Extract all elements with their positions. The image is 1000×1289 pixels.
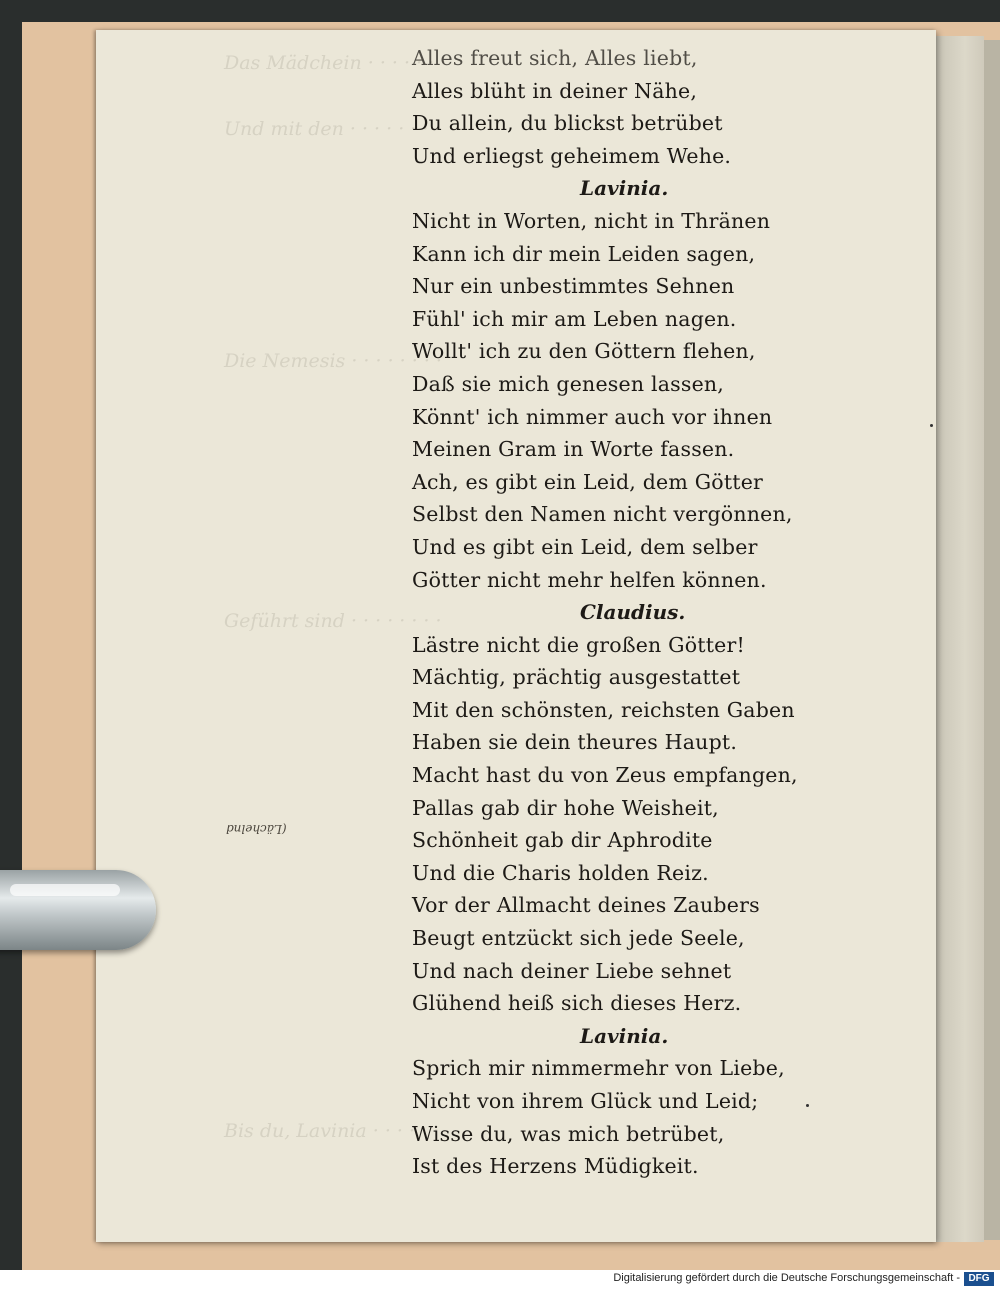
verse-line: Nicht von ihrem Glück und Leid; — [412, 1089, 759, 1113]
verse-line: Wollt' ich zu den Göttern flehen, — [412, 339, 756, 364]
verse-line: Und es gibt ein Leid, dem selber — [412, 534, 758, 559]
speck — [930, 424, 933, 427]
verse-line: Selbst den Namen nicht vergönnen, — [412, 502, 793, 527]
verse-line: Nicht in Worten, nicht in Thränen — [412, 208, 771, 233]
verse-column — [412, 42, 932, 1183]
verse-list — [412, 75, 932, 1183]
footer-credit: Digitalisierung gefördert durch die Deutsche Forschungsgemeinschaft - — [613, 1272, 960, 1284]
verse-line: Mächtig, prächtig ausgestattet — [412, 665, 741, 690]
verse-line: Glühend heiß sich dieses Herz. — [412, 991, 742, 1016]
verse-line: Nur ein unbestimmtes Sehnen — [412, 274, 735, 299]
speck — [806, 1104, 809, 1107]
verse-line: Kann ich dir mein Leiden sagen, — [412, 241, 756, 266]
verse-line: Sprich mir nimmermehr von Liebe, — [412, 1056, 785, 1081]
page-edge — [936, 36, 984, 1242]
verse-line: Daß sie mich genesen lassen, — [412, 371, 725, 396]
speaker-name: Lavinia. — [580, 1023, 669, 1048]
verse-line: Haben sie dein theures Haupt. — [412, 730, 738, 755]
verse-line: Schönheit gab dir Aphrodite — [412, 828, 713, 853]
facing-page-strip — [984, 40, 1000, 1240]
margin-note: (Lächelnd — [226, 822, 287, 836]
book-page — [96, 30, 936, 1242]
verse-line: Pallas gab dir hohe Weisheit, — [412, 795, 719, 820]
verse-line: Du allein, du blickst betrübet — [412, 111, 723, 136]
verse-line-partial: Alles freut sich, Alles liebt, — [412, 46, 698, 70]
verse-line: Und die Charis holden Reiz. — [412, 860, 709, 885]
verse-line: Ach, es gibt ein Leid, dem Götter — [412, 469, 764, 494]
bleed-through-text: Die Nemesis · · · · · · · · — [224, 350, 442, 372]
speaker-name: Claudius. — [580, 600, 686, 625]
bleed-through-text: Und mit den · · · · · · · · — [224, 118, 441, 140]
speaker-name: Lavinia. — [580, 176, 669, 201]
verse-line: Wisse du, was mich betrübet, — [412, 1121, 725, 1146]
verse-line: Fühl' ich mir am Leben nagen. — [412, 306, 737, 331]
verse-line: Ist des Herzens Müdigkeit. — [412, 1154, 699, 1179]
bleed-through-text: Bis du, Lavinia · · · · · · — [224, 1120, 440, 1142]
verse-line: Vor der Allmacht deines Zaubers — [412, 893, 760, 918]
verse-line: Und nach deiner Liebe sehnet — [412, 958, 732, 983]
verse-line: Macht hast du von Zeus empfangen, — [412, 763, 798, 788]
dfg-logo-icon: DFG — [964, 1272, 994, 1286]
verse-line: Götter nicht mehr helfen können. — [412, 567, 767, 592]
glass-page-weight — [0, 870, 156, 950]
verse-line: Alles blüht in deiner Nähe, — [412, 78, 698, 103]
bleed-through-text: Geführt sind · · · · · · · · — [224, 610, 442, 632]
verse-line: Beugt entzückt sich jede Seele, — [412, 926, 745, 951]
verse-line: Lästre nicht die großen Götter! — [412, 632, 745, 657]
bleed-through-text: Das Mädchein · · · · · · · — [224, 52, 447, 74]
verse-line: Und erliegst geheimem Wehe. — [412, 143, 732, 168]
footer-bar — [0, 1270, 1000, 1289]
verse-line: Meinen Gram in Worte fassen. — [412, 437, 735, 462]
verse-line: Mit den schönsten, reichsten Gaben — [412, 697, 795, 722]
verse-line: Könnt' ich nimmer auch vor ihnen — [412, 404, 773, 429]
